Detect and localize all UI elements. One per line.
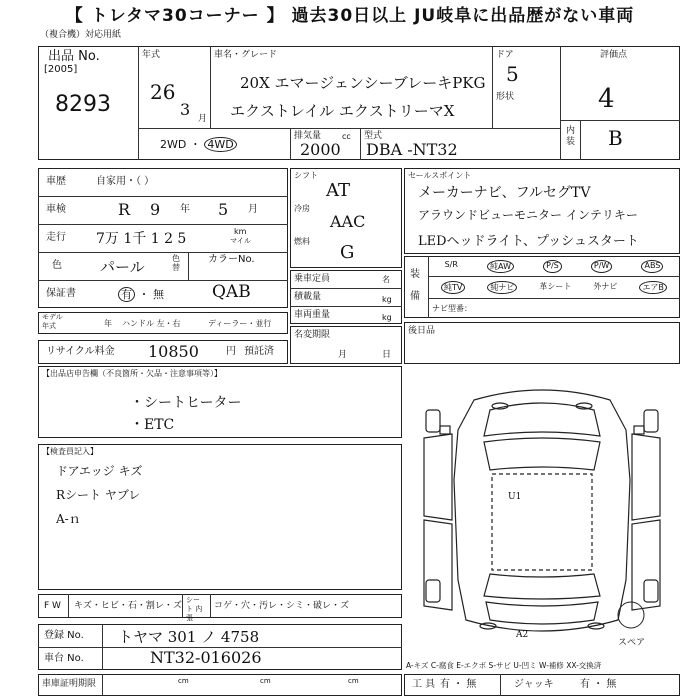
cooling-value: AAC bbox=[330, 212, 366, 231]
displacement-label: 排気量 bbox=[294, 131, 322, 141]
doors-value: 5 bbox=[506, 62, 519, 86]
note-2: ・ETC bbox=[130, 417, 175, 433]
lot-label: 出品 No. bbox=[48, 49, 100, 64]
equipment-item: ABS bbox=[641, 260, 663, 273]
inspection-year-label: 年 bbox=[180, 204, 190, 215]
mileage-km: km bbox=[234, 227, 247, 236]
drive-4wd: 4WD bbox=[204, 137, 236, 152]
inspector-note-1: ドアエッジ キズ bbox=[56, 464, 143, 478]
diagram-mark-a2: A2 bbox=[516, 630, 529, 640]
fuel-value: G bbox=[340, 242, 355, 263]
interior-label: 内装 bbox=[566, 126, 576, 147]
equipment-item: 純TV bbox=[441, 281, 465, 294]
inspection-era: R bbox=[118, 200, 131, 219]
note-1: ・シートヒーター bbox=[130, 395, 242, 411]
color-value: パール bbox=[100, 258, 145, 276]
color-label: 色 bbox=[52, 260, 62, 271]
displacement-unit: cc bbox=[342, 132, 351, 141]
sales-point-1: メーカーナビ、フルセグTV bbox=[418, 185, 591, 201]
nav-model-label: ナビ型番： bbox=[432, 304, 472, 313]
spare-tire-icon bbox=[616, 600, 646, 630]
model-year-label: モデル年式 bbox=[42, 313, 63, 330]
equipment-item: 純ナビ bbox=[487, 281, 517, 294]
lot-number: 8293 bbox=[55, 92, 111, 117]
type-value: DBA -NT32 bbox=[366, 140, 458, 159]
later-docs-box bbox=[404, 322, 680, 364]
color-change-label: 色替 bbox=[172, 254, 180, 272]
seat-items: コゲ・穴・汚レ・シミ・破レ・ズ bbox=[214, 601, 350, 611]
recycle-label: リサイクル料金 bbox=[46, 346, 115, 357]
inspection-label: 車検 bbox=[46, 204, 66, 215]
equipment-item: 外ナビ bbox=[593, 282, 618, 291]
mileage-value: 7万 1千 1 2 5 bbox=[96, 231, 187, 247]
shift-value: AT bbox=[326, 180, 351, 201]
equipment-item: 革シート bbox=[539, 282, 572, 291]
chassis-value: NT32-016026 bbox=[150, 648, 262, 667]
year-value: 26 bbox=[150, 80, 176, 104]
displacement-value: 2000 bbox=[300, 140, 341, 159]
history-label: 車歴 bbox=[46, 176, 66, 187]
shape-label: 形状 bbox=[496, 92, 515, 102]
inspection-month: 5 bbox=[218, 200, 229, 219]
handle-options: ハンドル 左・右 bbox=[122, 319, 181, 328]
warranty-label: 保証書 bbox=[46, 288, 76, 299]
interior-value: B bbox=[608, 126, 623, 150]
lot-stamp: [2005] bbox=[44, 64, 78, 75]
inspection-year: 9 bbox=[150, 200, 161, 219]
doors-label: ドア bbox=[496, 50, 514, 60]
history-options: 自家用・（ ） bbox=[96, 176, 155, 187]
spare-label: スペア bbox=[618, 638, 646, 648]
subheader: （複合機）対応用紙 bbox=[40, 30, 122, 40]
model-label: 車名・グレード bbox=[214, 50, 278, 60]
model-line2: エクストレイル エクストリーマX bbox=[230, 102, 455, 120]
fw-items: キズ・ヒビ・石・割レ・ズ bbox=[74, 601, 182, 611]
score-label: 評価点 bbox=[600, 50, 628, 60]
model-line1: 20X エマージェンシーブレーキPKG bbox=[240, 74, 486, 92]
equipment-item: エアB bbox=[639, 281, 667, 294]
mileage-mile: マイル bbox=[230, 237, 251, 245]
inspection-month-label: 月 bbox=[248, 204, 258, 215]
year-month: 3 bbox=[180, 100, 191, 119]
equipment-item: S/R bbox=[444, 260, 458, 269]
equipment-item: P/W bbox=[591, 260, 612, 273]
dealer-options: ディーラー・並行 bbox=[208, 319, 272, 328]
year-label: 年式 bbox=[142, 50, 161, 60]
equipment-label: 装備 bbox=[410, 269, 420, 302]
equipment-item: P/S bbox=[543, 260, 562, 273]
drive-2wd: 2WD bbox=[160, 138, 187, 151]
registration-value: トヤマ 301 ノ 4758 bbox=[118, 628, 260, 646]
color-code: QAB bbox=[212, 282, 251, 302]
month-suffix: 月 bbox=[198, 114, 208, 124]
recycle-value: 10850 bbox=[148, 342, 199, 361]
score-value: 4 bbox=[598, 84, 615, 114]
mileage-label: 走行 bbox=[46, 232, 66, 243]
inspector-note-3: A-ｎ bbox=[56, 512, 81, 526]
sales-point-3: LEDヘッドライト、プッシュスタート bbox=[418, 234, 639, 249]
equipment-row-1 bbox=[430, 260, 678, 273]
sales-point-2: アラウンドビューモニター インテリキー bbox=[418, 208, 638, 222]
auction-banner: 【 トレタマ30コーナー 】 過去30日以上 JU岐阜に出品歴がない車両 bbox=[0, 0, 700, 32]
drive-options: 2WD ・ 4WD bbox=[160, 136, 237, 152]
equipment-item: 純AW bbox=[487, 260, 514, 273]
warranty-options: 有 ・ 無 bbox=[118, 286, 164, 302]
damage-legend: A-キズ C-腐食 E-エクボ S-サビ U-凹ミ W-補修 XX-交換済 bbox=[406, 661, 602, 670]
diagram-mark-u1: U1 bbox=[508, 492, 522, 502]
type-label: 型式 bbox=[364, 131, 383, 141]
inspector-note-2: Rシート ヤブレ bbox=[56, 488, 141, 502]
equipment-row-2 bbox=[430, 281, 678, 294]
color-code-label: カラーNo. bbox=[208, 254, 255, 265]
